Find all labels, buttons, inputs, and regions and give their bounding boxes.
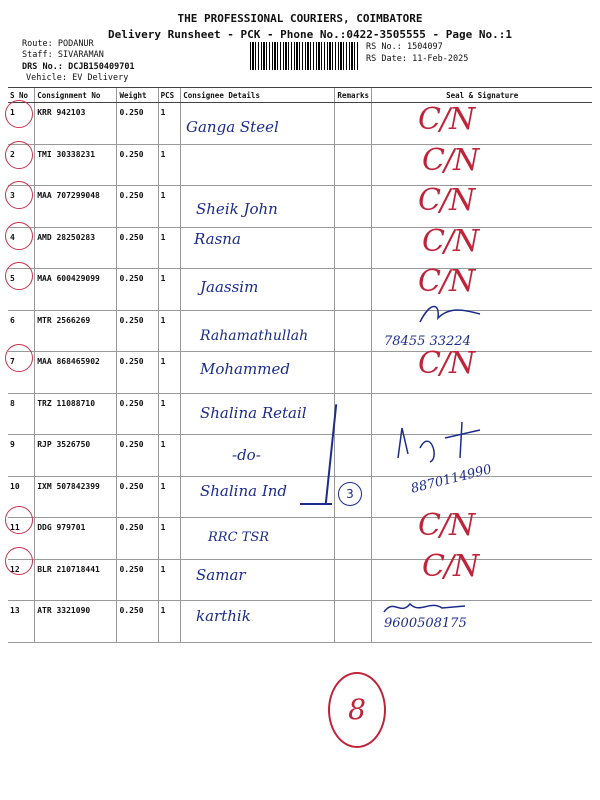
- page-mark: 8: [328, 672, 386, 748]
- cn-stamp: C/N: [422, 142, 479, 178]
- row-consignment-no: IXM 507842399: [35, 476, 117, 518]
- table-row: [8, 103, 592, 145]
- serial-circle-mark: [5, 100, 33, 128]
- cn-stamp: C/N: [422, 223, 479, 259]
- row-weight: 0.250: [117, 103, 158, 145]
- row-consignment-no: BLR 210718441: [35, 559, 117, 601]
- handwritten-consignee: Shalina Retail: [200, 404, 307, 422]
- rs-number-label: RS No.:: [366, 42, 402, 52]
- runsheet-table: [8, 87, 592, 643]
- route-value: PODANUR: [57, 39, 94, 49]
- vehicle-line: [26, 73, 128, 83]
- bracket-count: 3: [338, 482, 362, 506]
- row-consignment-no: TMI 30338231: [35, 144, 117, 186]
- handwritten-phone: 8870114990: [409, 462, 494, 497]
- row-sno: 5: [8, 269, 35, 311]
- row-weight: 0.250: [117, 144, 158, 186]
- table-row: [8, 269, 592, 311]
- row-consignment-no: MTR 2566269: [35, 310, 117, 352]
- row-remarks: [335, 518, 372, 560]
- row-sno: 8: [8, 393, 35, 435]
- row-remarks: [335, 269, 372, 311]
- row-seal: [372, 476, 592, 518]
- row-sno: 6: [8, 310, 35, 352]
- row-weight: 0.250: [117, 518, 158, 560]
- rs-number-line: [366, 42, 443, 52]
- table-row: [8, 227, 592, 269]
- vehicle-value: EV Delivery: [72, 73, 129, 83]
- col-pcs: PCS: [158, 88, 181, 103]
- row-weight: 0.250: [117, 601, 158, 643]
- row-sno: 7: [8, 352, 35, 394]
- row-remarks: [335, 186, 372, 228]
- handwritten-consignee: Rasna: [194, 230, 241, 248]
- cn-stamp: C/N: [418, 345, 475, 381]
- rs-number-value: 1504097: [406, 42, 443, 52]
- row-remarks: [335, 601, 372, 643]
- col-consignment-no: Consignment No: [35, 88, 117, 103]
- row-remarks: [335, 310, 372, 352]
- row-pcs: 1: [158, 476, 181, 518]
- row-remarks: [335, 227, 372, 269]
- serial-circle-mark: [5, 141, 33, 169]
- col-seal-signature: Seal & Signature: [372, 88, 592, 103]
- barcode: [250, 42, 360, 70]
- row-sno: 11: [8, 518, 35, 560]
- handwritten-consignee: karthik: [196, 607, 251, 625]
- col-remarks: Remarks: [335, 88, 372, 103]
- row-sno: 1: [8, 103, 35, 145]
- table-row: [8, 476, 592, 518]
- handwritten-consignee: -do-: [232, 446, 261, 464]
- table-row: [8, 144, 592, 186]
- row-consignment-no: ATR 3321090: [35, 601, 117, 643]
- row-pcs: 1: [158, 559, 181, 601]
- handwritten-consignee: Jaassim: [200, 278, 259, 296]
- table-row: [8, 518, 592, 560]
- runsheet-title: Delivery Runsheet - PCK - Phone No.:0422-3505555 - Page No.:1: [108, 28, 512, 41]
- serial-circle-mark: [5, 222, 33, 250]
- row-remarks: [335, 435, 372, 477]
- row-consignment-no: MAA 707299048: [35, 186, 117, 228]
- row-seal: [372, 559, 592, 601]
- row-sno: 4: [8, 227, 35, 269]
- handwritten-consignee: Samar: [196, 566, 246, 584]
- row-seal: [372, 144, 592, 186]
- row-seal: [372, 186, 592, 228]
- row-consignee: [181, 144, 335, 186]
- row-pcs: 1: [158, 310, 181, 352]
- rs-date-value: 11-Feb-2025: [412, 54, 469, 64]
- cn-stamp: C/N: [422, 548, 479, 584]
- row-remarks: [335, 559, 372, 601]
- cn-stamp: C/N: [418, 102, 475, 137]
- table-header-row: [8, 88, 592, 103]
- row-consignment-no: MAA 868465902: [35, 352, 117, 394]
- row-remarks: [335, 103, 372, 145]
- vehicle-label: Vehicle:: [26, 73, 67, 83]
- rs-date-line: [366, 54, 468, 64]
- table-row: [8, 352, 592, 394]
- row-weight: 0.250: [117, 186, 158, 228]
- row-remarks: [335, 352, 372, 394]
- drs-value: DCJB150409701: [68, 62, 135, 72]
- row-consignment-no: TRZ 11088710: [35, 393, 117, 435]
- serial-circle-mark: [5, 181, 33, 209]
- row-pcs: 1: [158, 393, 181, 435]
- col-consignee-details: Consignee Details: [181, 88, 335, 103]
- signature-row6: [410, 300, 490, 330]
- row-weight: 0.250: [117, 559, 158, 601]
- row-weight: 0.250: [117, 310, 158, 352]
- serial-circle-mark: [5, 344, 33, 372]
- handwritten-consignee: RRC TSR: [208, 530, 270, 545]
- row-consignment-no: AMD 28250283: [35, 227, 117, 269]
- serial-circle-mark: [5, 506, 33, 534]
- cn-stamp: C/N: [418, 264, 475, 300]
- row-pcs: 1: [158, 103, 181, 145]
- handwritten-phone: 78455 33224: [384, 334, 471, 349]
- drs-line: [22, 62, 135, 72]
- staff-label: Staff:: [22, 50, 53, 60]
- row-pcs: 1: [158, 227, 181, 269]
- row-weight: 0.250: [117, 476, 158, 518]
- rs-date-label: RS Date:: [366, 54, 407, 64]
- row-pcs: 1: [158, 269, 181, 311]
- staff-line: [22, 50, 104, 60]
- row-weight: 0.250: [117, 393, 158, 435]
- row-seal: [372, 227, 592, 269]
- staff-value: SIVARAMAN: [57, 50, 104, 60]
- col-weight: Weight: [117, 88, 158, 103]
- row-remarks: [335, 144, 372, 186]
- handwritten-phone: 9600508175: [384, 616, 467, 631]
- route-label: Route:: [22, 39, 53, 49]
- row-pcs: 1: [158, 601, 181, 643]
- row-pcs: 1: [158, 435, 181, 477]
- handwritten-consignee: Rahamathullah: [200, 328, 309, 344]
- cn-stamp: C/N: [418, 508, 475, 543]
- row-seal: [372, 352, 592, 394]
- row-sno: 12: [8, 559, 35, 601]
- row-sno: 3: [8, 186, 35, 228]
- row-sno: 2: [8, 144, 35, 186]
- row-weight: 0.250: [117, 435, 158, 477]
- serial-circle-mark: [5, 547, 33, 575]
- signature-row13: [380, 596, 470, 620]
- row-weight: 0.250: [117, 227, 158, 269]
- row-sno: 10: [8, 476, 35, 518]
- drs-label: DRS No.:: [22, 62, 63, 72]
- handwritten-consignee: Sheik John: [196, 200, 278, 218]
- table-row: [8, 435, 592, 477]
- row-weight: 0.250: [117, 352, 158, 394]
- company-name: THE PROFESSIONAL COURIERS, COIMBATORE: [177, 12, 423, 25]
- row-pcs: 1: [158, 144, 181, 186]
- col-sno: S No: [8, 88, 35, 103]
- row-consignment-no: DDG 979701: [35, 518, 117, 560]
- table-row: [8, 559, 592, 601]
- row-seal: [372, 518, 592, 560]
- row-pcs: 1: [158, 518, 181, 560]
- table-row: [8, 601, 592, 643]
- row-sno: 9: [8, 435, 35, 477]
- row-consignment-no: RJP 3526750: [35, 435, 117, 477]
- handwritten-consignee: Mohammed: [200, 360, 290, 378]
- row-pcs: 1: [158, 352, 181, 394]
- row-pcs: 1: [158, 186, 181, 228]
- handwritten-consignee: Ganga Steel: [186, 118, 279, 136]
- row-consignment-no: KRR 942103: [35, 103, 117, 145]
- row-seal: [372, 103, 592, 145]
- row-remarks: [335, 393, 372, 435]
- handwritten-consignee: Shalina Ind: [200, 482, 288, 500]
- row-consignment-no: MAA 600429099: [35, 269, 117, 311]
- bracket-foot: [300, 503, 332, 505]
- row-weight: 0.250: [117, 269, 158, 311]
- table-row: [8, 186, 592, 228]
- row-sno: 13: [8, 601, 35, 643]
- cn-stamp: C/N: [418, 183, 475, 219]
- route-line: [22, 39, 94, 49]
